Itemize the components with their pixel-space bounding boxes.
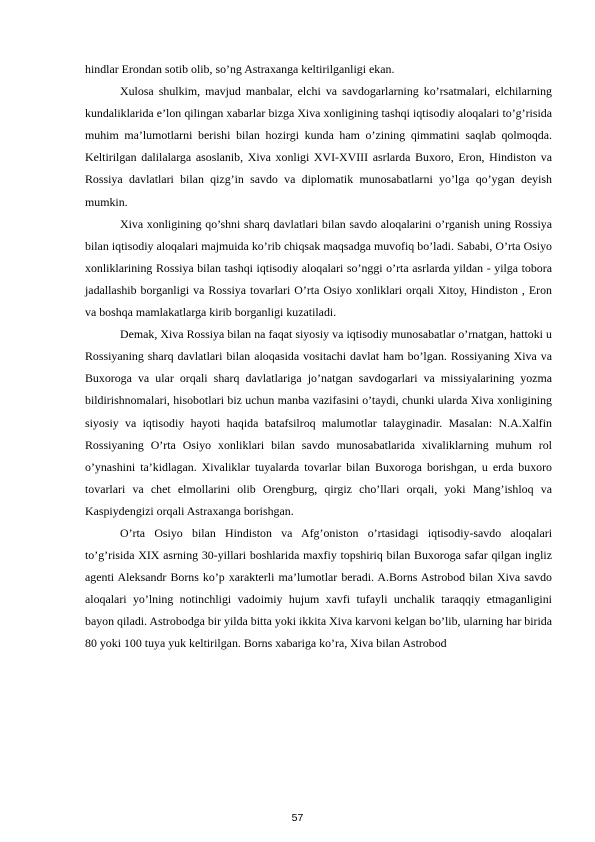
body-text	[85, 58, 552, 655]
paragraph-intermediary-role: Demak, Xiva Rossiya bilan na faqat siyosiy va iqtisodiy munosabatlar o’rnatgan, hattoki u Rossiyaning sharq davlatlari bilan aloqasida vositachi davlat ham bo’lgan. Rossiyaning Xiva va Buxoroga va ular orqali sharq davlatlariga jo’natgan savdogarlari va missiyalarining yozma bildirishnomalari, hisobotlari biz uchun manba vazifasini o’taydi, chunki ularda Xiva xonligining siyosiy va iqtisodiy hayoti haqida batafsilroq malumotlar talayginadir. Masalan: N.A.Xalfin Rossiyaning O’rta Osiyo xonliklari bilan savdo munosabatlarida xivaliklarning muhum rol o’ynashini ta’kidlagan. Xivaliklar tuyalarda tovarlar bilan Buxoroga borishgan, u erda buxoro tovarlari va chet elmollarini olib Orengburg, qirgiz cho’llari orqali, yoki Mang’ishloq va Kaspiydengizi orqali Astraxanga borishgan.	[85, 327, 552, 518]
page-number: 57	[291, 812, 304, 824]
paragraph-conclusion: Xulosa shulkim, mavjud manbalar, elchi va savdogarlarning ko’rsatmalari, elchilarning kundaliklarida e’lon qilingan xabarlar bizga Xiva xonligining tashqi iqtisodiy aloqalari to’g’risida muhim ma’lumotlarni berishi bilan hozirgi kunda ham o’zining qimmatini saqlab qolmoqda. Keltirilgan dalilalarga asoslanib, Xiva xonligi XVI-XVIII asrlarda Buxoro, Eron, Hindiston va Rossiya davlatlari bilan qizg’in savdo va diplomatik munosabatlarni yo’lga qo’ygan deyish mumkin.	[85, 84, 552, 209]
paragraph-continuation: hindlar Erondan sotib olib, so’ng Astraxanga keltirilganligi ekan.	[85, 62, 395, 76]
paragraph-india-afghanistan: O’rta Osiyo bilan Hindiston va Afg’oniston o’rtasidagi iqtisodiy-savdo aloqalari to’g’risida XIX asrning 30-yillari boshlarida maxfiy topshiriq bilan Buxoroga safar qilgan ingliz agenti Aleksandr Borns ko’p xarakterli ma’lumotlar beradi. A.Borns Astrobod bilan Xiva savdo aloqalari yo’lning notinchligi vadoimiy hujum xavfi tufayli unchalik taraqqiy etmaganligini bayon qiladi. Astrobodga bir yilda bitta yoki ikkita Xiva karvoni kelgan bo’lib, ularning har birida 80 yoki 100 tuya yuk keltirilgan. Borns xabariga ko’ra, Xiva bilan Astrobod	[85, 525, 552, 651]
paragraph-russia-trade: Xiva xonligining qo’shni sharq davlatlari bilan savdo aloqalarini o’rganish uning Rossiya bilan iqtisodiy aloqalari majmuida ko’rib chiqsak maqsadga muvofiq bo’ladi. Sababi, O’rta Osiyo xonliklarining Rossiya bilan tashqi iqtisodiy aloqalari so’nggi o’rta asrlarda yildan - yilga tobora jadallashib borganligi va Rossiya tovarlari O’rta Osiyo xonliklari orqali Xitoy, Hindiston , Eron va boshqa mamlakatlarga kirib borganligi kuzatiladi.	[85, 216, 552, 320]
